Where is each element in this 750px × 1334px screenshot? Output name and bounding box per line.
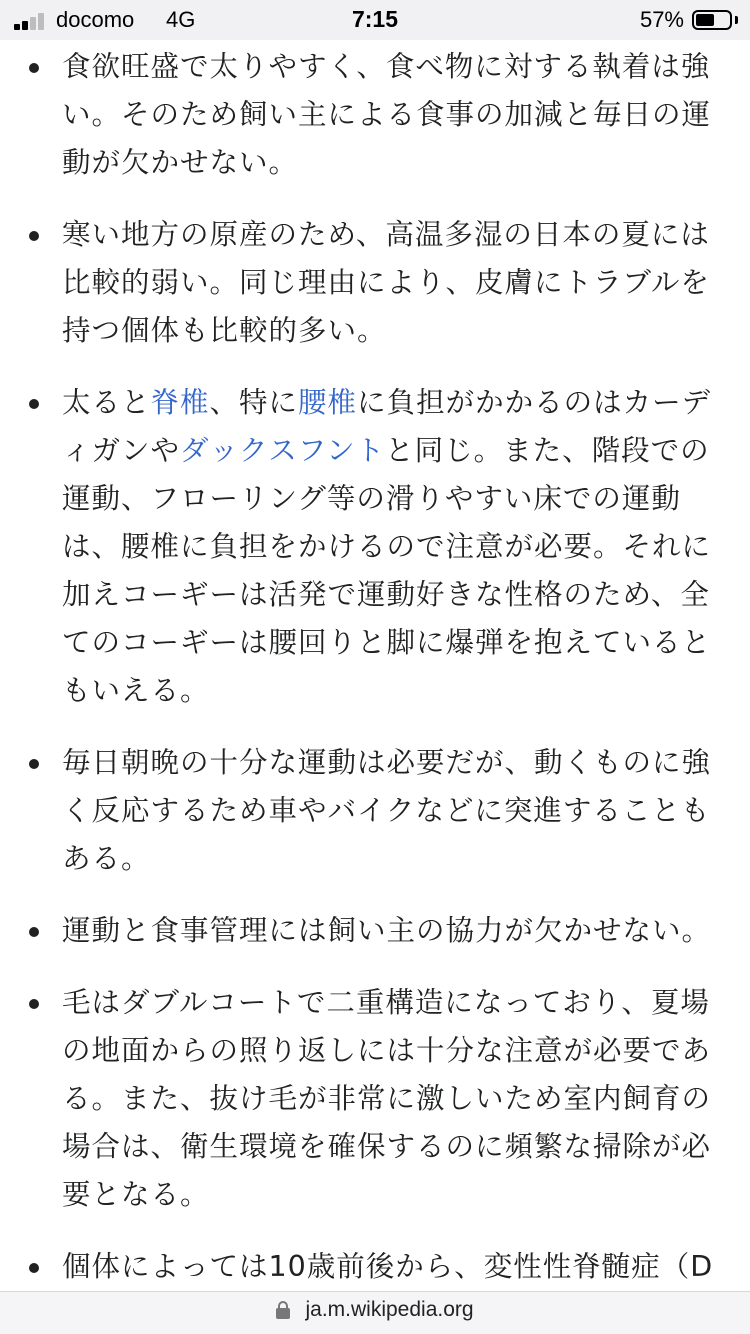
list-item-text [62, 211, 720, 355]
bullet-icon [29, 999, 39, 1009]
network-type: 4G [166, 7, 196, 32]
url-text[interactable]: ja.m.wikipedia.org [305, 1298, 474, 1321]
battery-nub [735, 16, 738, 24]
text-segment: 毎日朝晩の十分な運動は必要だが、動くものに強く反応するため車やバイクなどに突進することもある。 [62, 746, 712, 875]
list-item [0, 211, 750, 355]
text-segment: に負担がかかるのはカーディガンや [62, 386, 712, 467]
bullet-icon [29, 399, 39, 409]
text-segment: 運動と食事管理には飼い主の協力が欠かせない。 [62, 914, 712, 947]
text-segment: 食欲旺盛で太りやすく、食べ物に対する執着は強い。そのため飼い主による食事の加減と毎日の運動が欠かせない。 [62, 50, 712, 179]
list-item-text [62, 43, 720, 187]
list-item [0, 739, 750, 883]
status-bar [0, 0, 750, 40]
carrier-name: docomo [56, 7, 135, 32]
bullet-icon [29, 231, 39, 241]
text-segment: 、特に [209, 386, 299, 419]
list-item-text [62, 1243, 720, 1292]
wiki-link[interactable]: 腰椎 [298, 386, 358, 419]
lock-icon [276, 1301, 290, 1319]
bullet-icon [29, 927, 39, 937]
bullet-icon [29, 759, 39, 769]
list-item [0, 43, 750, 187]
list-item [0, 907, 750, 955]
bullet-icon [29, 63, 39, 73]
battery-icon [692, 10, 732, 30]
text-segment: 毛はダブルコートで二重構造になっており、夏場の地面からの照り返しには十分な注意が必要である。また、抜け毛が非常に激しいため室内飼育の場合は、衛生環境を確保するのに頻繁な掃除が必要となる。 [62, 986, 712, 1211]
list-item [0, 1243, 750, 1292]
wiki-link[interactable]: ダックスフント [180, 434, 386, 467]
text-segment: 太ると [62, 386, 151, 419]
url-bar-inner[interactable] [276, 1298, 473, 1322]
bullet-list [0, 43, 750, 1292]
list-item-text [62, 739, 720, 883]
wiki-link[interactable]: 脊椎 [150, 386, 210, 419]
bullet-icon [29, 1263, 39, 1273]
list-item-text [62, 979, 720, 1219]
text-segment: 個体によっては10歳前後から、変性性脊髄症（D [62, 1250, 714, 1283]
list-item [0, 979, 750, 1219]
battery-percent: 57% [639, 7, 684, 32]
url-bar[interactable] [0, 1291, 750, 1334]
list-item-text [62, 379, 720, 715]
status-time: 7:15 [351, 6, 399, 32]
text-segment: 寒い地方の原産のため、高温多湿の日本の夏には比較的弱い。同じ理由により、皮膚にトラブルを持つ個体も比較的多い。 [62, 218, 710, 347]
battery-fill [696, 14, 714, 26]
text-segment: と同じ。また、階段での運動、フローリング等の滑りやすい床での運動は、腰椎に負担をかけるので注意が必要。それに加えコーギーは活発で運動好きな性格のため、全てのコーギーは腰回りと脚に爆弾を抱えているともいえる。 [62, 434, 712, 707]
list-item-text [62, 907, 720, 955]
list-item [0, 379, 750, 715]
